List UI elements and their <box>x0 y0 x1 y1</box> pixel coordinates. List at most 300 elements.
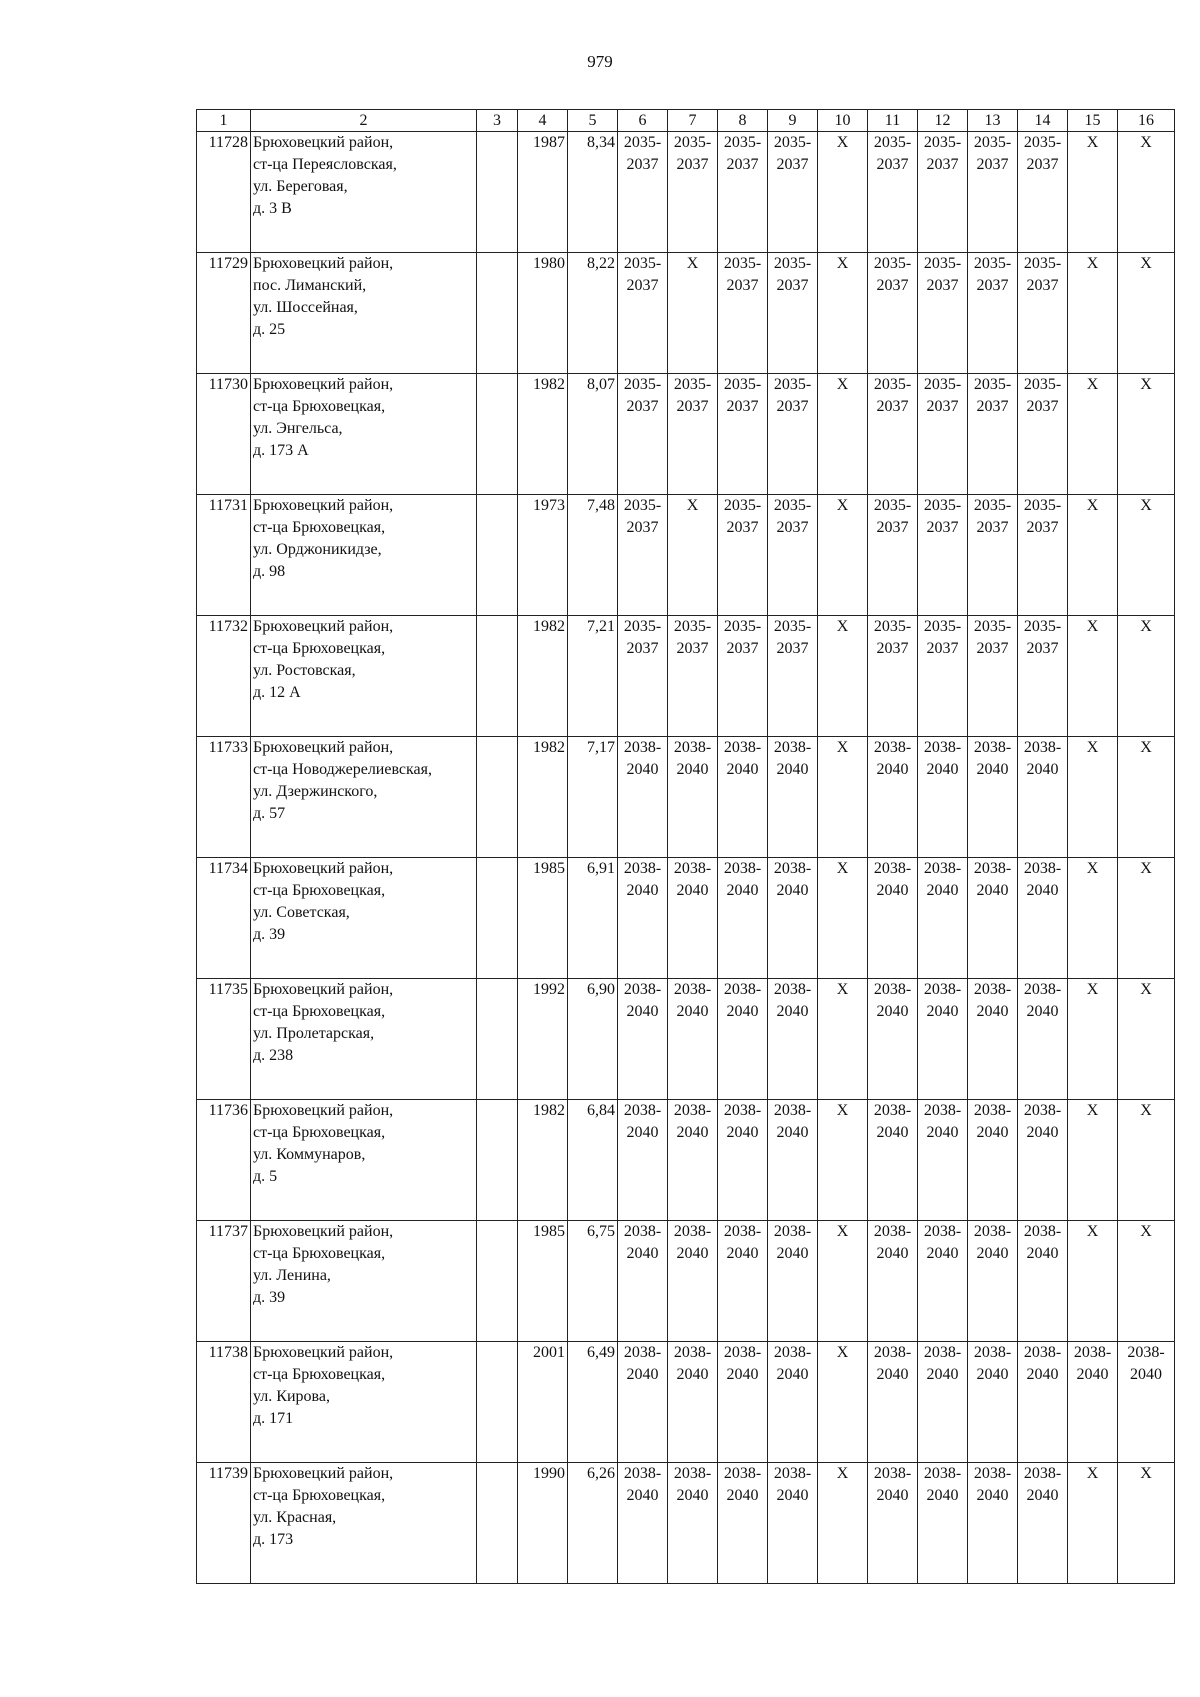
column-14-cell <box>1018 1463 1068 1584</box>
address-line: д. 39 <box>253 1289 286 1306</box>
year-cell: 1973 <box>518 495 568 616</box>
column-3-cell <box>477 253 518 374</box>
period-part: 2038- <box>773 981 812 998</box>
column-8-cell <box>718 1342 768 1463</box>
column-header-14: 14 <box>1018 110 1068 132</box>
period-part: 2038- <box>623 1223 662 1240</box>
column-10-cell: X <box>818 858 868 979</box>
column-14-cell <box>1018 979 1068 1100</box>
column-number-row <box>197 110 1175 132</box>
address-line: Брюховецкий район, <box>253 376 394 393</box>
period-part: 2038- <box>923 1102 962 1119</box>
address-line: Брюховецкий район, <box>253 1102 394 1119</box>
period-part: 2035- <box>1023 618 1062 635</box>
address-line: Брюховецкий район, <box>253 1344 394 1361</box>
address-line: ст-ца Переясловская, <box>253 156 397 173</box>
column-8-cell <box>718 495 768 616</box>
column-8-cell <box>718 253 768 374</box>
period-part: 2037 <box>776 519 809 536</box>
column-13-cell <box>968 1221 1018 1342</box>
period-part: 2038- <box>1073 1344 1112 1361</box>
column-15-cell: X <box>1068 253 1118 374</box>
period-part: 2038- <box>1023 860 1062 877</box>
column-10-cell: X <box>818 1342 868 1463</box>
period-part: 2040 <box>726 1366 759 1383</box>
column-8-cell <box>718 979 768 1100</box>
year-cell: 1990 <box>518 1463 568 1584</box>
table-row <box>197 132 1175 253</box>
row-number: 11736 <box>197 1100 251 1221</box>
period-part: 2040 <box>676 882 709 899</box>
period-part: 2037 <box>726 519 759 536</box>
row-number: 11733 <box>197 737 251 858</box>
column-7-cell <box>668 374 718 495</box>
period-part: 2040 <box>976 1366 1009 1383</box>
column-13-cell <box>968 737 1018 858</box>
period-part: 2040 <box>676 1366 709 1383</box>
period-part: 2037 <box>726 277 759 294</box>
column-9-cell <box>768 1100 818 1221</box>
period-part: 2040 <box>876 1366 909 1383</box>
registry-table <box>196 109 1175 1584</box>
period-part: 2040 <box>876 1124 909 1141</box>
column-header-6: 6 <box>618 110 668 132</box>
column-14-cell <box>1018 495 1068 616</box>
column-11-cell <box>868 1342 918 1463</box>
period-part: 2040 <box>776 1366 809 1383</box>
period-part: 2038- <box>723 1223 762 1240</box>
address-line: ул. Советская, <box>253 904 350 921</box>
column-12-cell <box>918 858 968 979</box>
period-part: 2038- <box>673 1223 712 1240</box>
column-11-cell <box>868 495 918 616</box>
period-part: 2038- <box>673 739 712 756</box>
column-header-16: 16 <box>1118 110 1175 132</box>
period-part: 2035- <box>923 497 962 514</box>
period-part: 2040 <box>726 1003 759 1020</box>
period-part: 2035- <box>923 618 962 635</box>
column-10-cell: X <box>818 1221 868 1342</box>
column-7-cell <box>668 132 718 253</box>
column-header-3: 3 <box>477 110 518 132</box>
address-line: д. 12 А <box>253 684 301 701</box>
address-line: ст-ца Брюховецкая, <box>253 882 386 899</box>
period-part: 2038- <box>773 1223 812 1240</box>
column-12-cell <box>918 616 968 737</box>
value-cell: 6,90 <box>568 979 618 1100</box>
period-part: 2037 <box>726 156 759 173</box>
address-line: ул. Береговая, <box>253 178 348 195</box>
period-part: 2035- <box>773 134 812 151</box>
address-line: ул. Коммунаров, <box>253 1146 366 1163</box>
period-part: 2038- <box>873 860 912 877</box>
period-part: 2035- <box>973 134 1012 151</box>
column-15-cell: X <box>1068 1463 1118 1584</box>
period-part: 2038- <box>773 1344 812 1361</box>
table-row <box>197 253 1175 374</box>
address-line: ул. Ростовская, <box>253 662 356 679</box>
address-cell <box>251 616 477 737</box>
period-part: 2038- <box>623 860 662 877</box>
column-15-cell: X <box>1068 495 1118 616</box>
period-part: 2037 <box>776 640 809 657</box>
period-part: 2037 <box>976 398 1009 415</box>
address-line: ул. Кирова, <box>253 1388 330 1405</box>
column-6-cell <box>618 495 668 616</box>
period-part: 2040 <box>626 761 659 778</box>
period-part: 2037 <box>626 640 659 657</box>
address-line: Брюховецкий район, <box>253 134 394 151</box>
column-3-cell <box>477 858 518 979</box>
column-9-cell <box>768 1221 818 1342</box>
period-part: 2037 <box>676 156 709 173</box>
address-line: Брюховецкий район, <box>253 1223 394 1240</box>
column-14-cell <box>1018 1342 1068 1463</box>
page-number: 979 <box>587 52 613 71</box>
period-part: 2035- <box>723 376 762 393</box>
period-part: 2040 <box>926 1366 959 1383</box>
column-8-cell <box>718 1221 768 1342</box>
period-part: 2040 <box>976 1003 1009 1020</box>
column-13-cell <box>968 253 1018 374</box>
column-7-cell <box>668 616 718 737</box>
column-11-cell <box>868 1100 918 1221</box>
period-part: 2038- <box>923 860 962 877</box>
column-8-cell <box>718 858 768 979</box>
period-part: 2035- <box>873 255 912 272</box>
period-part: 2035- <box>623 497 662 514</box>
address-line: ст-ца Брюховецкая, <box>253 1124 386 1141</box>
period-part: 2040 <box>926 1124 959 1141</box>
address-line: Брюховецкий район, <box>253 618 394 635</box>
period-part: 2037 <box>876 640 909 657</box>
address-line: ст-ца Брюховецкая, <box>253 398 386 415</box>
period-part: 2040 <box>1026 1366 1059 1383</box>
value-cell: 8,07 <box>568 374 618 495</box>
year-cell: 1980 <box>518 253 568 374</box>
address-line: ст-ца Брюховецкая, <box>253 1366 386 1383</box>
period-part: 2035- <box>723 255 762 272</box>
column-6-cell <box>618 132 668 253</box>
column-7-cell <box>668 1221 718 1342</box>
column-13-cell <box>968 132 1018 253</box>
year-cell: 1985 <box>518 858 568 979</box>
period-part: 2035- <box>973 497 1012 514</box>
period-part: 2038- <box>1023 1102 1062 1119</box>
period-part: 2040 <box>1026 1245 1059 1262</box>
column-3-cell <box>477 737 518 858</box>
period-part: 2040 <box>1026 1487 1059 1504</box>
period-part: 2035- <box>623 134 662 151</box>
period-part: 2038- <box>773 1102 812 1119</box>
column-9-cell <box>768 616 818 737</box>
column-16-cell: X <box>1118 1221 1175 1342</box>
address-line: д. 98 <box>253 563 286 580</box>
period-part: 2038- <box>973 860 1012 877</box>
period-part: 2035- <box>873 376 912 393</box>
period-part: 2037 <box>926 398 959 415</box>
address-line: д. 5 <box>253 1168 278 1185</box>
period-part: 2040 <box>776 761 809 778</box>
column-12-cell <box>918 374 968 495</box>
column-11-cell <box>868 374 918 495</box>
period-part: 2035- <box>1023 255 1062 272</box>
period-part: 2037 <box>876 398 909 415</box>
column-16-cell: X <box>1118 374 1175 495</box>
address-cell <box>251 1221 477 1342</box>
column-3-cell <box>477 495 518 616</box>
period-part: 2040 <box>776 882 809 899</box>
column-12-cell <box>918 495 968 616</box>
period-part: 2035- <box>623 618 662 635</box>
period-part: 2037 <box>626 398 659 415</box>
period-part: 2037 <box>776 156 809 173</box>
period-part: 2038- <box>723 1344 762 1361</box>
column-3-cell <box>477 1221 518 1342</box>
column-header-7: 7 <box>668 110 718 132</box>
period-part: 2038- <box>623 1344 662 1361</box>
table-body <box>197 132 1175 1584</box>
column-3-cell <box>477 374 518 495</box>
row-number: 11731 <box>197 495 251 616</box>
period-part: 2037 <box>626 277 659 294</box>
period-part: 2037 <box>926 519 959 536</box>
table-row <box>197 1100 1175 1221</box>
period-part: 2035- <box>923 255 962 272</box>
column-16-cell: X <box>1118 979 1175 1100</box>
address-line: пос. Лиманский, <box>253 277 367 294</box>
period-part: 2037 <box>776 398 809 415</box>
column-10-cell: X <box>818 979 868 1100</box>
address-line: Брюховецкий район, <box>253 255 394 272</box>
column-13-cell <box>968 374 1018 495</box>
value-cell: 8,34 <box>568 132 618 253</box>
column-6-cell <box>618 1342 668 1463</box>
column-7-cell <box>668 1463 718 1584</box>
year-cell: 1982 <box>518 737 568 858</box>
address-line: ст-ца Брюховецкая, <box>253 640 386 657</box>
column-13-cell <box>968 1100 1018 1221</box>
table-row <box>197 616 1175 737</box>
period-part: 2040 <box>676 761 709 778</box>
value-cell: 6,26 <box>568 1463 618 1584</box>
period-part: 2040 <box>626 1487 659 1504</box>
column-12-cell <box>918 737 968 858</box>
period-part: 2040 <box>876 1487 909 1504</box>
period-part: 2038- <box>973 1223 1012 1240</box>
value-cell: 7,21 <box>568 616 618 737</box>
period-part: 2035- <box>973 618 1012 635</box>
column-12-cell <box>918 253 968 374</box>
address-cell <box>251 253 477 374</box>
value-cell: 7,48 <box>568 495 618 616</box>
value-cell: 6,49 <box>568 1342 618 1463</box>
period-part: 2040 <box>626 1366 659 1383</box>
period-part: 2040 <box>876 882 909 899</box>
address-cell <box>251 737 477 858</box>
address-line: ст-ца Брюховецкая, <box>253 1245 386 1262</box>
period-part: 2038- <box>973 981 1012 998</box>
column-15-cell: X <box>1068 1221 1118 1342</box>
period-part: 2040 <box>876 761 909 778</box>
period-part: 2040 <box>926 1245 959 1262</box>
period-part: 2040 <box>676 1245 709 1262</box>
column-10-cell: X <box>818 1100 868 1221</box>
address-line: Брюховецкий район, <box>253 860 394 877</box>
address-line: д. 173 А <box>253 442 309 459</box>
column-header-5: 5 <box>568 110 618 132</box>
column-14-cell <box>1018 253 1068 374</box>
column-12-cell <box>918 1221 968 1342</box>
table-row <box>197 1463 1175 1584</box>
address-cell <box>251 374 477 495</box>
column-header-1: 1 <box>197 110 251 132</box>
value-cell: 6,75 <box>568 1221 618 1342</box>
column-10-cell: X <box>818 616 868 737</box>
column-6-cell <box>618 1100 668 1221</box>
period-part: 2040 <box>726 1245 759 1262</box>
column-16-cell: X <box>1118 253 1175 374</box>
column-14-cell <box>1018 374 1068 495</box>
period-part: 2035- <box>773 255 812 272</box>
period-part: 2038- <box>623 1102 662 1119</box>
period-part: 2035- <box>673 134 712 151</box>
column-12-cell <box>918 979 968 1100</box>
period-part: 2038- <box>723 981 762 998</box>
period-part: 2040 <box>626 882 659 899</box>
column-14-cell <box>1018 737 1068 858</box>
period-part: 2038- <box>623 739 662 756</box>
period-part: 2038- <box>723 1102 762 1119</box>
period-part: 2038- <box>973 1465 1012 1482</box>
period-part: 2038- <box>973 1344 1012 1361</box>
address-line: д. 25 <box>253 321 286 338</box>
period-part: 2040 <box>726 1124 759 1141</box>
table-row <box>197 495 1175 616</box>
row-number: 11738 <box>197 1342 251 1463</box>
period-part: 2035- <box>973 255 1012 272</box>
column-11-cell <box>868 737 918 858</box>
column-7-cell <box>668 1342 718 1463</box>
column-9-cell <box>768 1342 818 1463</box>
column-9-cell <box>768 858 818 979</box>
period-part: 2038- <box>623 981 662 998</box>
column-10-cell: X <box>818 132 868 253</box>
period-part: 2038- <box>1023 739 1062 756</box>
address-line: д. 39 <box>253 926 286 943</box>
period-part: 2040 <box>976 1487 1009 1504</box>
period-part: 2037 <box>926 277 959 294</box>
period-part: 2040 <box>976 882 1009 899</box>
column-14-cell <box>1018 1100 1068 1221</box>
address-line: Брюховецкий район, <box>253 981 394 998</box>
period-part: 2035- <box>673 376 712 393</box>
address-line: д. 238 <box>253 1047 294 1064</box>
column-13-cell <box>968 858 1018 979</box>
column-header-2: 2 <box>251 110 477 132</box>
period-part: 2037 <box>676 640 709 657</box>
period-part: 2035- <box>1023 497 1062 514</box>
period-part: 2037 <box>976 640 1009 657</box>
period-part: 2037 <box>776 277 809 294</box>
column-11-cell <box>868 1463 918 1584</box>
column-16-cell: X <box>1118 495 1175 616</box>
value-cell: 6,91 <box>568 858 618 979</box>
period-part: 2035- <box>723 618 762 635</box>
period-part: 2035- <box>773 497 812 514</box>
column-header-10: 10 <box>818 110 868 132</box>
column-9-cell <box>768 495 818 616</box>
period-part: 2040 <box>1076 1366 1109 1383</box>
period-part: 2038- <box>673 1344 712 1361</box>
column-16-cell: X <box>1118 616 1175 737</box>
period-part: 2040 <box>976 1245 1009 1262</box>
column-15-cell: X <box>1068 858 1118 979</box>
period-part: 2037 <box>626 156 659 173</box>
period-part: 2038- <box>873 1344 912 1361</box>
column-12-cell <box>918 1100 968 1221</box>
period-part: 2037 <box>876 156 909 173</box>
column-10-cell: X <box>818 1463 868 1584</box>
column-15-cell: X <box>1068 374 1118 495</box>
period-part: 2040 <box>976 761 1009 778</box>
year-cell: 2001 <box>518 1342 568 1463</box>
period-part: 2038- <box>1127 1344 1165 1361</box>
period-part: 2040 <box>726 761 759 778</box>
address-line: ул. Энгельса, <box>253 420 343 437</box>
period-part: 2040 <box>926 1487 959 1504</box>
row-number: 11737 <box>197 1221 251 1342</box>
column-13-cell <box>968 1342 1018 1463</box>
period-part: 2038- <box>973 1102 1012 1119</box>
table-row <box>197 858 1175 979</box>
year-cell: 1987 <box>518 132 568 253</box>
period-part: 2035- <box>873 497 912 514</box>
column-header-8: 8 <box>718 110 768 132</box>
period-part: 2040 <box>776 1003 809 1020</box>
period-part: 2035- <box>873 134 912 151</box>
column-8-cell <box>718 1100 768 1221</box>
column-14-cell <box>1018 1221 1068 1342</box>
value-cell: 6,84 <box>568 1100 618 1221</box>
address-line: ул. Орджоникидзе, <box>253 541 382 558</box>
column-9-cell <box>768 374 818 495</box>
column-16-cell <box>1118 1342 1175 1463</box>
address-line: ул. Красная, <box>253 1509 337 1526</box>
period-part: 2038- <box>873 1102 912 1119</box>
column-11-cell <box>868 979 918 1100</box>
address-line: д. 173 <box>253 1531 294 1548</box>
column-16-cell: X <box>1118 132 1175 253</box>
address-cell <box>251 1342 477 1463</box>
period-part: 2040 <box>776 1245 809 1262</box>
period-part: 2038- <box>723 739 762 756</box>
column-header-15: 15 <box>1068 110 1118 132</box>
period-part: 2040 <box>776 1487 809 1504</box>
period-part: 2040 <box>626 1245 659 1262</box>
period-part: 2037 <box>726 398 759 415</box>
period-part: 2040 <box>676 1124 709 1141</box>
period-part: 2038- <box>673 981 712 998</box>
period-part: 2038- <box>773 1465 812 1482</box>
column-7-cell: X <box>668 253 718 374</box>
column-6-cell <box>618 1463 668 1584</box>
column-15-cell <box>1068 1342 1118 1463</box>
address-line: ст-ца Брюховецкая, <box>253 1003 386 1020</box>
period-part: 2035- <box>623 255 662 272</box>
period-part: 2037 <box>926 640 959 657</box>
period-part: 2037 <box>976 156 1009 173</box>
